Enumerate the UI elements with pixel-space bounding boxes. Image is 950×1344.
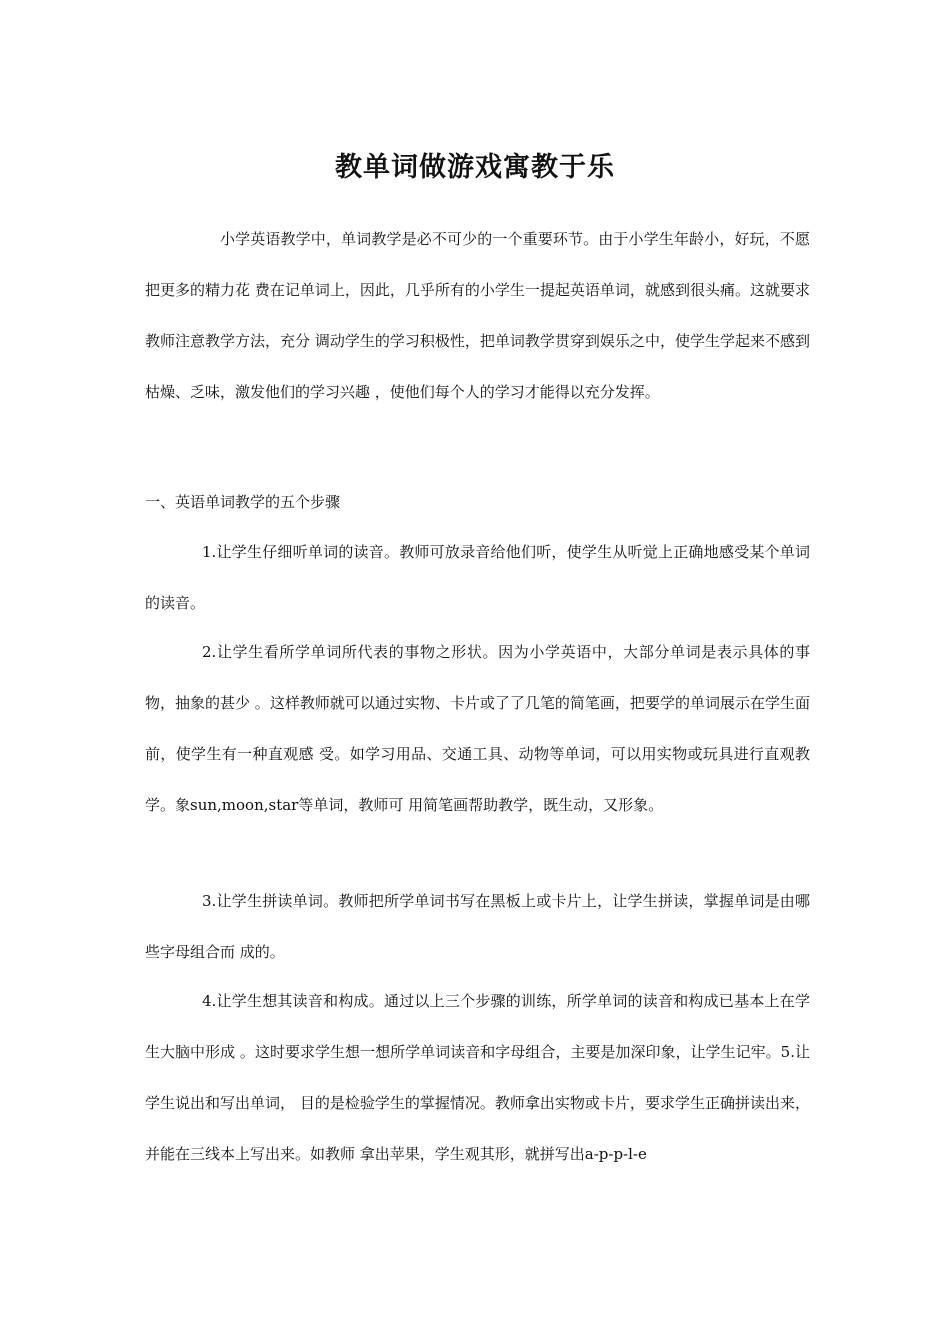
step-1-paragraph: 1.让学生仔细听单词的读音。教师可放录音给他们听，使学生从听觉上正确地感受某个单词的读音。 <box>145 543 810 612</box>
page-title: 教单词做游戏寓教于乐 <box>335 152 615 183</box>
step-3-paragraph: 3.让学生拼读单词。教师把所学单词书写在黑板上或卡片上，让学生拼读，掌握单词是由哪些字母组合而 成的。 <box>145 892 810 961</box>
step-4-paragraph: 4.让学生想其读音和构成。通过以上三个步骤的训练，所学单词的读音和构成已基本上在学生大脑中形成 。这时要求学生想一想所学单词读音和字母组合，主要是加深印象，让学生记牢。5.让学生说出和写出单词， 目的是检验学生的掌握情况。教师拿出实物或卡片，要求学生正确拼读出来，并能在三线本上写出来。如教师 拿出苹果，学生观其形，就拼写出a-p-p-l-e <box>145 992 810 1163</box>
intro-paragraph: 小学英语教学中，单词教学是必不可少的一个重要环节。由于小学生年龄小，好玩，不愿把更多的精力花 费在记单词上，因此，几乎所有的小学生一提起英语单词，就感到很头痛。这就要求教师注意教学方法，充分 调动学生的学习积极性，把单词教学贯穿到娱乐之中，使学生学起来不感到枯燥、乏味，激发他们的学习兴趣 ，使他们每个人的学习才能得以充分发挥。 <box>145 230 810 401</box>
step-2-paragraph: 2.让学生看所学单词所代表的事物之形状。因为小学英语中，大部分单词是表示具体的事物，抽象的甚少 。这样教师就可以通过实物、卡片或了了几笔的简笔画，把要学的单词展示在学生面前，使学生有一种直观感 受。如学习用品、交通工具、动物等单词，可以用实物或玩具进行直观教学。象sun,moon,star等单词，教师可 用简笔画帮助教学，既生动，又形象。 <box>145 643 810 814</box>
section-heading: 一、英语单词教学的五个步骤 <box>145 493 341 511</box>
